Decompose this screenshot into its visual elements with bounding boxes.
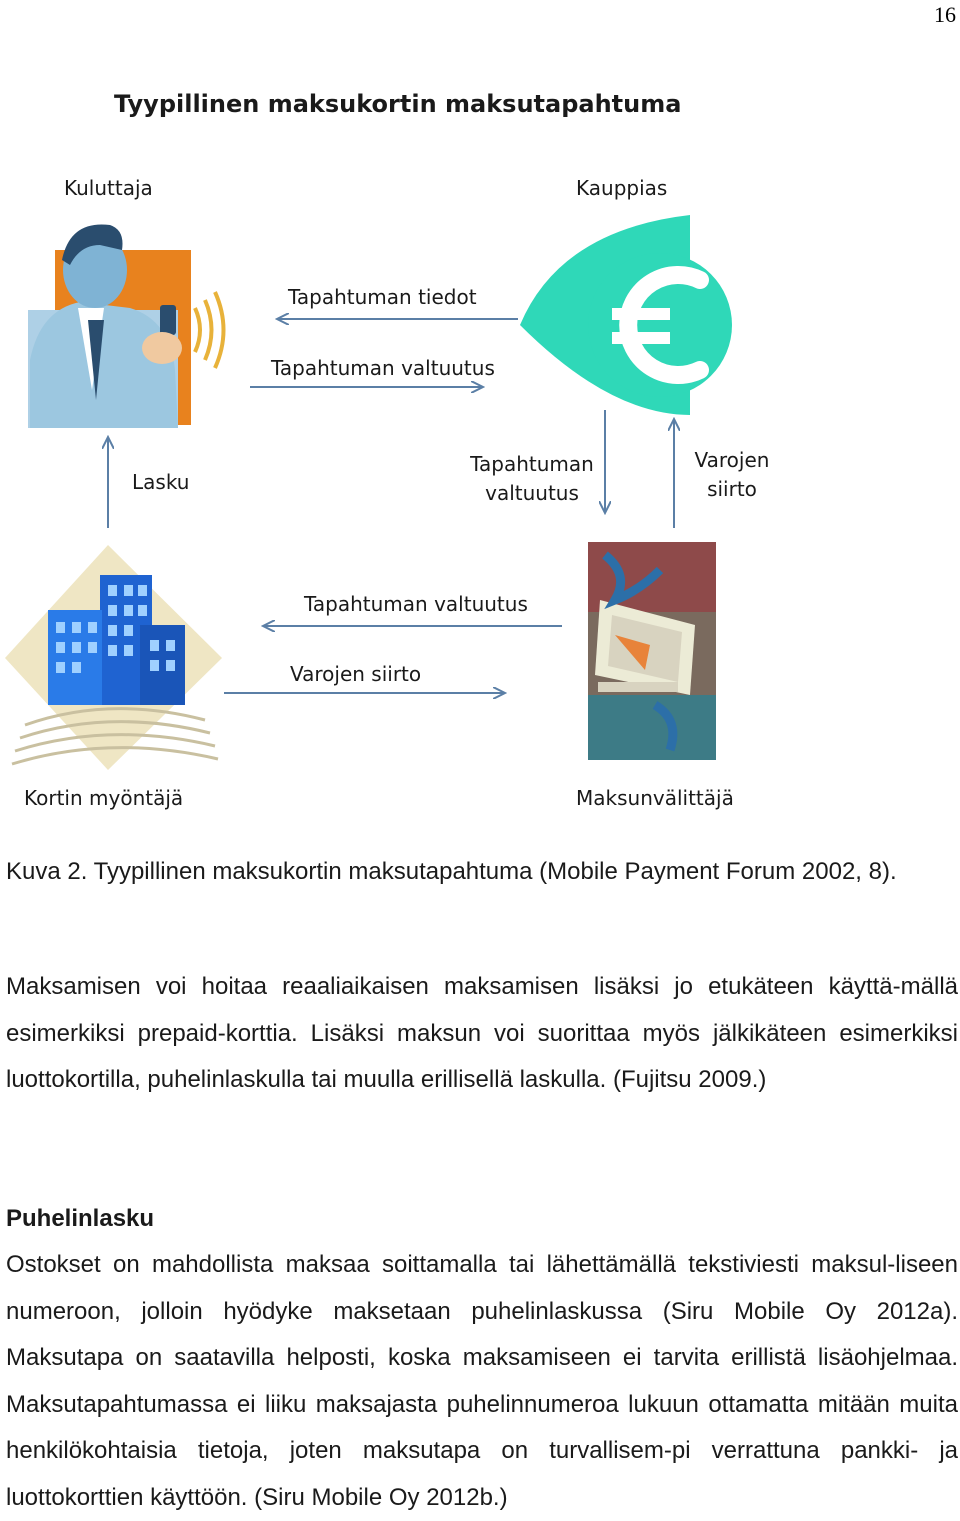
- issuer-buildings-illustration: [5, 545, 222, 770]
- page-number: 16: [934, 2, 956, 27]
- flow-label-top-left: Tapahtuman tiedot: [288, 285, 477, 309]
- actor-consumer-label: Kuluttaja: [64, 176, 153, 200]
- body-paragraph-1: [6, 964, 958, 1104]
- actor-processor-label: Maksunvälittäjä: [576, 786, 734, 810]
- paragraph-1-text: Maksamisen voi hoitaa reaaliaikaisen maksamisen lisäksi jo etukäteen käyttä-mällä esimerkiksi prepaid-korttia. Lisäksi maksun voi suorittaa myös jälkikäteen esimerkiksi luottokortilla, puhelinlaskulla tai muulla erillisellä laskulla. (Fujitsu 2009.): [6, 973, 958, 1093]
- payment-flow-diagram: [0, 70, 960, 830]
- flow-label-center-down: [462, 450, 602, 508]
- actor-merchant-label: Kauppias: [576, 176, 668, 200]
- actor-issuer-label: Kortin myöntäjä: [24, 786, 184, 810]
- flow-label-right-up: [682, 446, 782, 504]
- flow-label-bottom-left: Tapahtuman valtuutus: [304, 592, 528, 616]
- flow-label-center-down-line2: valtuutus: [485, 481, 579, 505]
- paragraph-2-text: Ostokset on mahdollista maksaa soittamalla tai lähettämällä tekstiviesti maksul-liseen numeroon, jolloin hyödyke maksetaan puhelinlaskussa (Siru Mobile Oy 2012a). Maksutapa on saatavilla helposti, koska maksamiseen ei tarvita erillistä lisäohjelmaa. Maksutapahtumassa ei liiku maksajasta puhelinnumeroa lukuun ottamatta mitään muita henkilökohtaisia tietoja, joten maksutapa on turvallisem-pi verrattuna pankki- ja luottokorttien käyttöön. (Siru Mobile Oy 2012b.): [6, 1251, 958, 1511]
- flow-label-bottom-right: Varojen siirto: [290, 662, 422, 686]
- diagram-title: Tyypillinen maksukortin maksutapahtuma: [114, 90, 682, 118]
- flow-label-top-right: Tapahtuman valtuutus: [271, 356, 495, 380]
- processor-collage-illustration: [588, 542, 716, 760]
- flow-label-center-down-line1: Tapahtuman: [470, 452, 594, 476]
- figure-caption: Kuva 2. Tyypillinen maksukortin maksutapahtuma (Mobile Payment Forum 2002, 8).: [6, 858, 897, 885]
- consumer-illustration: [28, 224, 224, 428]
- merchant-euro-illustration: [520, 215, 732, 415]
- section-heading: Puhelinlasku: [6, 1205, 155, 1232]
- flow-label-right-up-line1: Varojen: [694, 448, 770, 472]
- flow-label-lasku: Lasku: [132, 470, 190, 494]
- body-paragraph-2: [6, 1242, 958, 1521]
- flow-label-right-up-line2: siirto: [707, 477, 757, 501]
